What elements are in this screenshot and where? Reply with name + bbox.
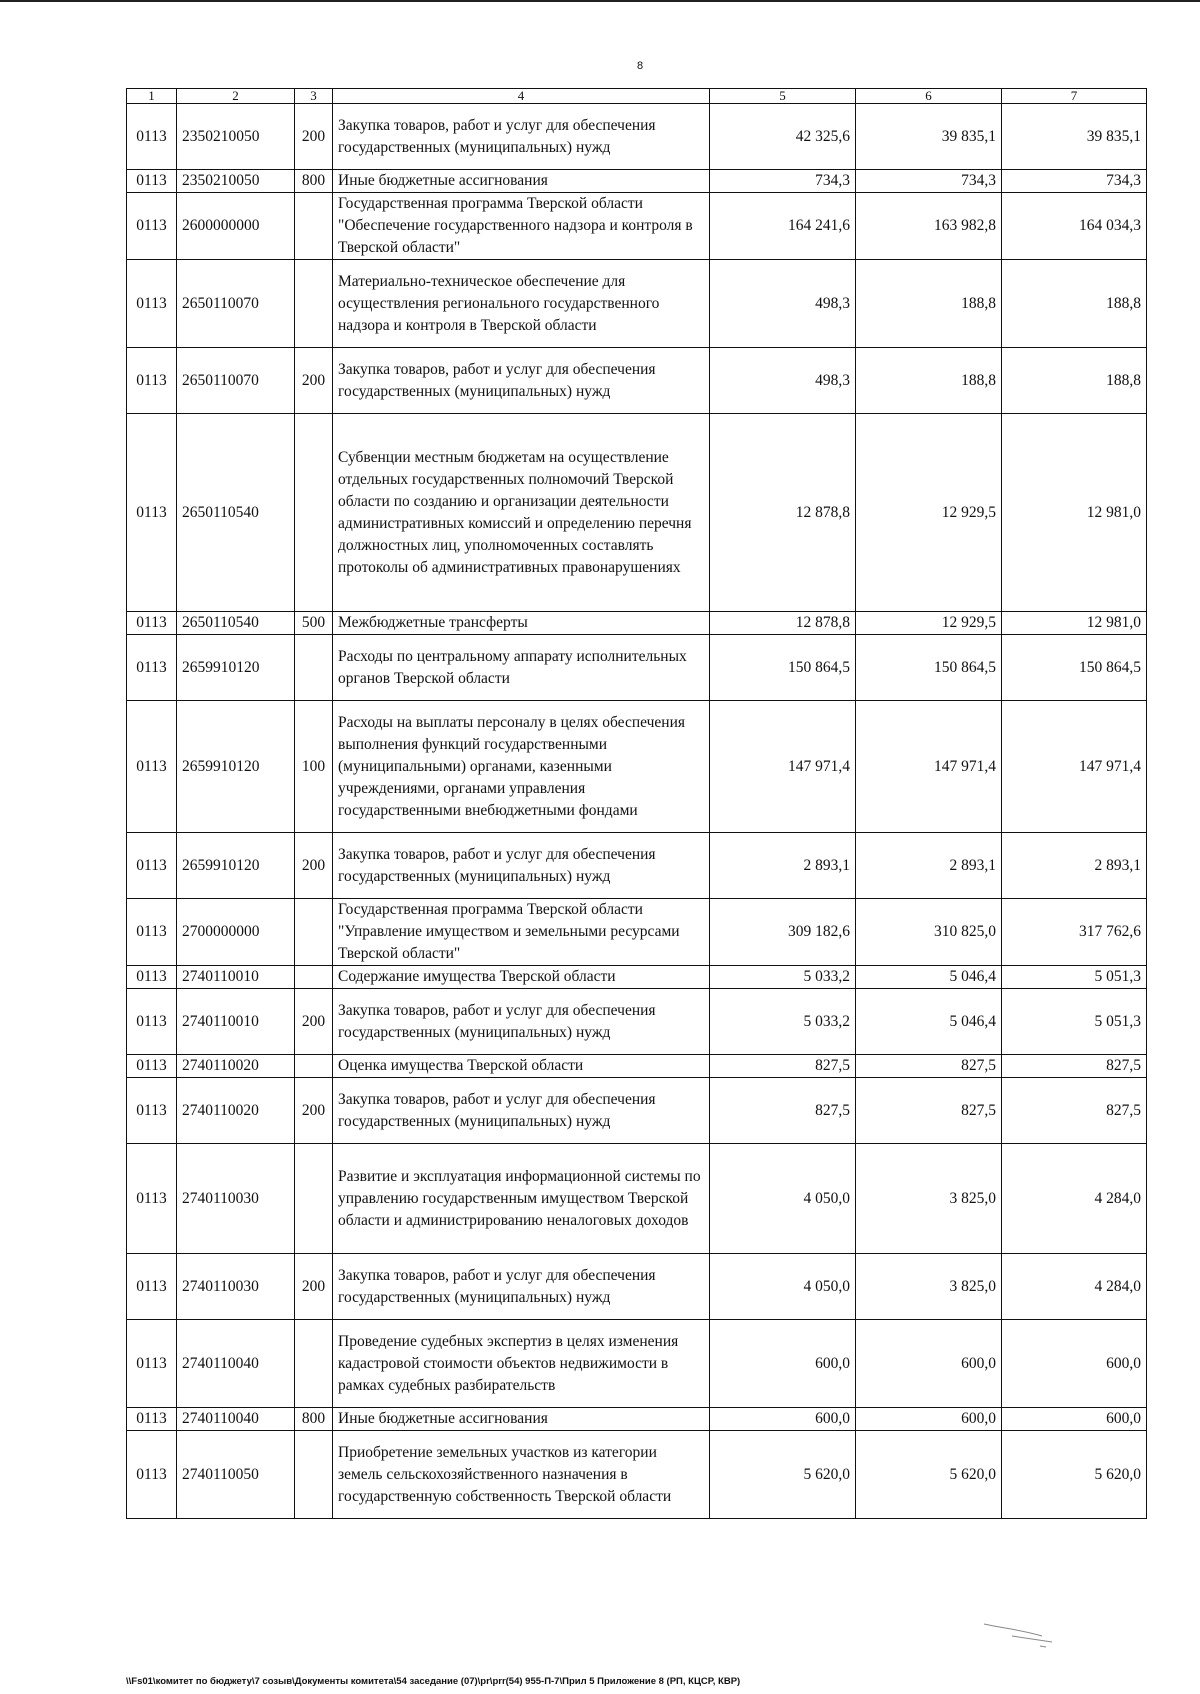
cell-section-code: 0113 [127,1431,177,1519]
cell-name: Закупка товаров, работ и услуг для обеспечения государственных (муниципальных) нужд [333,1254,710,1320]
table-row [127,348,1147,414]
cell-target-article: 2659910120 [177,701,295,833]
cell-amount-year1: 42 325,6 [710,104,856,170]
cell-amount-year2: 2 893,1 [856,833,1002,899]
cell-target-article: 2740110050 [177,1431,295,1519]
cell-section-code: 0113 [127,966,177,989]
cell-target-article: 2650110540 [177,612,295,635]
cell-expense-type: 100 [295,701,333,833]
cell-amount-year1: 2 893,1 [710,833,856,899]
cell-amount-year2: 39 835,1 [856,104,1002,170]
table-row [127,1055,1147,1078]
cell-amount-year3: 4 284,0 [1002,1144,1147,1254]
column-header: 4 [333,89,710,104]
cell-amount-year2: 12 929,5 [856,414,1002,612]
cell-amount-year1: 600,0 [710,1320,856,1408]
cell-target-article: 2740110040 [177,1320,295,1408]
cell-amount-year1: 4 050,0 [710,1144,856,1254]
cell-amount-year3: 734,3 [1002,170,1147,193]
cell-section-code: 0113 [127,170,177,193]
table-row [127,833,1147,899]
table-header-row [127,89,1147,104]
column-header: 7 [1002,89,1147,104]
cell-amount-year1: 12 878,8 [710,612,856,635]
handwritten-mark [982,1620,1062,1650]
cell-amount-year1: 827,5 [710,1078,856,1144]
cell-target-article: 2740110030 [177,1254,295,1320]
column-header: 3 [295,89,333,104]
cell-amount-year2: 188,8 [856,348,1002,414]
cell-name: Субвенции местным бюджетам на осуществление отдельных государственных полномочий Тверской области по созданию и организации деятельности административных комиссий и определению перечня должностных лиц, уполномоченных составлять протоколы об административных правонарушениях [333,414,710,612]
cell-amount-year3: 317 762,6 [1002,899,1147,966]
column-header: 6 [856,89,1002,104]
cell-amount-year3: 39 835,1 [1002,104,1147,170]
cell-name: Содержание имущества Тверской области [333,966,710,989]
cell-name: Иные бюджетные ассигнования [333,170,710,193]
cell-expense-type [295,966,333,989]
cell-amount-year2: 827,5 [856,1078,1002,1144]
cell-target-article: 2350210050 [177,104,295,170]
table-row [127,635,1147,701]
cell-section-code: 0113 [127,833,177,899]
cell-amount-year2: 600,0 [856,1408,1002,1431]
table-row [127,612,1147,635]
cell-target-article: 2740110030 [177,1144,295,1254]
cell-target-article: 2740110010 [177,966,295,989]
table-row [127,104,1147,170]
cell-section-code: 0113 [127,612,177,635]
table-row [127,989,1147,1055]
cell-amount-year3: 12 981,0 [1002,414,1147,612]
cell-amount-year1: 164 241,6 [710,193,856,260]
cell-expense-type [295,193,333,260]
cell-amount-year3: 4 284,0 [1002,1254,1147,1320]
cell-amount-year3: 5 051,3 [1002,989,1147,1055]
table-row [127,701,1147,833]
cell-section-code: 0113 [127,260,177,348]
column-header: 5 [710,89,856,104]
cell-amount-year1: 4 050,0 [710,1254,856,1320]
cell-section-code: 0113 [127,1254,177,1320]
cell-section-code: 0113 [127,1078,177,1144]
scan-top-edge [0,0,1200,2]
cell-target-article: 2740110010 [177,989,295,1055]
cell-amount-year2: 734,3 [856,170,1002,193]
cell-section-code: 0113 [127,104,177,170]
cell-amount-year1: 12 878,8 [710,414,856,612]
cell-target-article: 2740110040 [177,1408,295,1431]
table-row [127,899,1147,966]
cell-amount-year3: 12 981,0 [1002,612,1147,635]
budget-table [126,88,1147,1519]
cell-section-code: 0113 [127,1144,177,1254]
cell-expense-type [295,260,333,348]
table-row [127,1078,1147,1144]
cell-target-article: 2350210050 [177,170,295,193]
cell-name: Закупка товаров, работ и услуг для обеспечения государственных (муниципальных) нужд [333,833,710,899]
cell-expense-type: 200 [295,989,333,1055]
cell-amount-year2: 163 982,8 [856,193,1002,260]
cell-amount-year3: 147 971,4 [1002,701,1147,833]
cell-amount-year3: 827,5 [1002,1055,1147,1078]
cell-target-article: 2600000000 [177,193,295,260]
cell-amount-year1: 5 620,0 [710,1431,856,1519]
cell-expense-type: 200 [295,104,333,170]
cell-name: Проведение судебных экспертиз в целях изменения кадастровой стоимости объектов недвижимости в рамках судебных разбирательств [333,1320,710,1408]
cell-amount-year3: 164 034,3 [1002,193,1147,260]
cell-section-code: 0113 [127,193,177,260]
cell-expense-type: 200 [295,348,333,414]
cell-amount-year2: 3 825,0 [856,1144,1002,1254]
cell-target-article: 2650110070 [177,348,295,414]
cell-name: Оценка имущества Тверской области [333,1055,710,1078]
cell-section-code: 0113 [127,414,177,612]
cell-amount-year1: 498,3 [710,260,856,348]
cell-amount-year2: 3 825,0 [856,1254,1002,1320]
cell-name: Расходы по центральному аппарату исполнительных органов Тверской области [333,635,710,701]
column-header: 1 [127,89,177,104]
cell-amount-year1: 150 864,5 [710,635,856,701]
cell-expense-type [295,899,333,966]
cell-name: Приобретение земельных участков из категории земель сельскохозяйственного назначения в государственную собственность Тверской области [333,1431,710,1519]
cell-amount-year1: 498,3 [710,348,856,414]
cell-target-article: 2659910120 [177,833,295,899]
cell-section-code: 0113 [127,1055,177,1078]
cell-target-article: 2650110070 [177,260,295,348]
cell-section-code: 0113 [127,701,177,833]
table-row [127,260,1147,348]
cell-name: Государственная программа Тверской области "Управление имуществом и земельными ресурсами Тверской области" [333,899,710,966]
cell-amount-year1: 734,3 [710,170,856,193]
cell-amount-year1: 827,5 [710,1055,856,1078]
cell-amount-year2: 827,5 [856,1055,1002,1078]
table-row [127,193,1147,260]
table-row [127,414,1147,612]
cell-name: Материально-техническое обеспечение для осуществления регионального государственного надзора и контроля в Тверской области [333,260,710,348]
table-row [127,1254,1147,1320]
cell-amount-year2: 5 046,4 [856,966,1002,989]
cell-name: Иные бюджетные ассигнования [333,1408,710,1431]
cell-amount-year2: 150 864,5 [856,635,1002,701]
cell-name: Государственная программа Тверской области "Обеспечение государственного надзора и контроля в Тверской области" [333,193,710,260]
cell-amount-year1: 147 971,4 [710,701,856,833]
cell-name: Межбюджетные трансферты [333,612,710,635]
table-row [127,1431,1147,1519]
cell-target-article: 2740110020 [177,1078,295,1144]
file-path-footer: \\Fs01\комитет по бюджету\7 созыв\Документы комитета\54 заседание (07)\pr\prr(54) 955-П-7\Прил 5 Приложение 8 (РП, КЦСР, КВР) [126,1676,741,1687]
cell-amount-year3: 827,5 [1002,1078,1147,1144]
cell-expense-type: 200 [295,833,333,899]
column-header: 2 [177,89,295,104]
cell-section-code: 0113 [127,899,177,966]
cell-section-code: 0113 [127,989,177,1055]
cell-amount-year3: 188,8 [1002,260,1147,348]
cell-section-code: 0113 [127,348,177,414]
cell-amount-year3: 600,0 [1002,1408,1147,1431]
cell-expense-type: 200 [295,1078,333,1144]
cell-amount-year2: 310 825,0 [856,899,1002,966]
page-number: 8 [636,60,644,72]
cell-amount-year3: 600,0 [1002,1320,1147,1408]
table-row [127,1144,1147,1254]
cell-name: Закупка товаров, работ и услуг для обеспечения государственных (муниципальных) нужд [333,989,710,1055]
table-row [127,1320,1147,1408]
cell-name: Развитие и эксплуатация информационной системы по управлению государственным имуществом Тверской области и администрированию неналоговых доходов [333,1144,710,1254]
cell-expense-type [295,1320,333,1408]
cell-expense-type: 200 [295,1254,333,1320]
cell-amount-year3: 188,8 [1002,348,1147,414]
cell-section-code: 0113 [127,635,177,701]
cell-expense-type: 800 [295,170,333,193]
cell-expense-type: 500 [295,612,333,635]
table-row [127,170,1147,193]
cell-amount-year2: 188,8 [856,260,1002,348]
cell-expense-type: 800 [295,1408,333,1431]
cell-amount-year3: 5 051,3 [1002,966,1147,989]
cell-expense-type [295,1431,333,1519]
cell-amount-year2: 12 929,5 [856,612,1002,635]
cell-target-article: 2740110020 [177,1055,295,1078]
cell-amount-year3: 2 893,1 [1002,833,1147,899]
cell-amount-year2: 5 046,4 [856,989,1002,1055]
cell-amount-year1: 309 182,6 [710,899,856,966]
cell-amount-year2: 5 620,0 [856,1431,1002,1519]
cell-target-article: 2650110540 [177,414,295,612]
cell-expense-type [295,1055,333,1078]
cell-name: Закупка товаров, работ и услуг для обеспечения государственных (муниципальных) нужд [333,104,710,170]
cell-name: Закупка товаров, работ и услуг для обеспечения государственных (муниципальных) нужд [333,348,710,414]
cell-amount-year1: 600,0 [710,1408,856,1431]
cell-section-code: 0113 [127,1320,177,1408]
cell-amount-year2: 600,0 [856,1320,1002,1408]
cell-amount-year1: 5 033,2 [710,966,856,989]
cell-name: Расходы на выплаты персоналу в целях обеспечения выполнения функций государственными (муниципальными) органами, казенными учреждениями, органами управления государственными внебюджетными фондами [333,701,710,833]
cell-target-article: 2700000000 [177,899,295,966]
cell-section-code: 0113 [127,1408,177,1431]
cell-amount-year3: 5 620,0 [1002,1431,1147,1519]
cell-expense-type [295,635,333,701]
cell-amount-year3: 150 864,5 [1002,635,1147,701]
cell-amount-year2: 147 971,4 [856,701,1002,833]
table-row [127,1408,1147,1431]
cell-target-article: 2659910120 [177,635,295,701]
cell-name: Закупка товаров, работ и услуг для обеспечения государственных (муниципальных) нужд [333,1078,710,1144]
cell-amount-year1: 5 033,2 [710,989,856,1055]
cell-expense-type [295,1144,333,1254]
cell-expense-type [295,414,333,612]
table-row [127,966,1147,989]
